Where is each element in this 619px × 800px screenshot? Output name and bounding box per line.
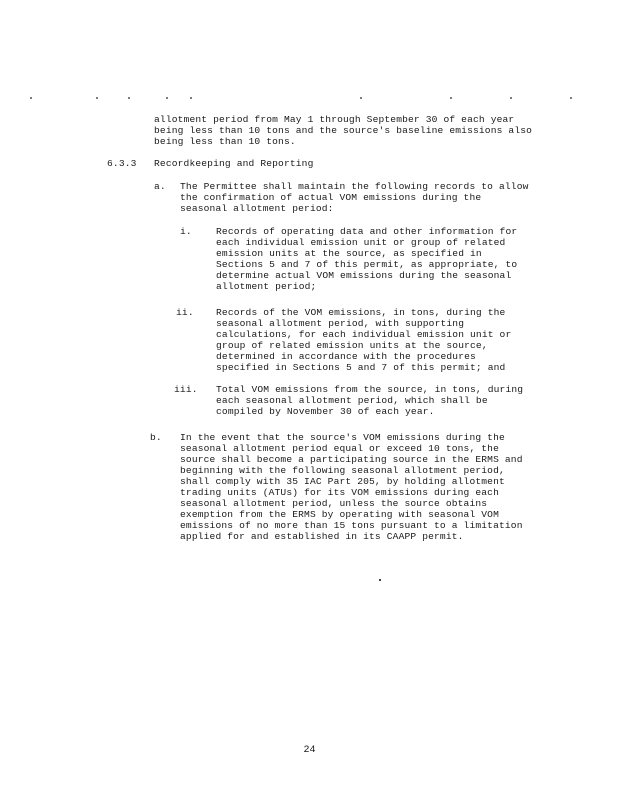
subitem-ii-line: seasonal allotment period, with supporting bbox=[216, 318, 465, 329]
continuation-line: being less than 10 tons. bbox=[154, 136, 296, 147]
item-b-line: shall comply with 35 IAC Part 205, by holding allotment bbox=[180, 476, 505, 487]
section-number: 6.3.3 bbox=[107, 158, 137, 169]
subitem-i-line: each individual emission unit or group of related bbox=[216, 237, 506, 248]
rule-dot bbox=[570, 97, 572, 99]
rule-dot bbox=[360, 97, 362, 99]
item-b-line: applied for and established in its CAAPP permit. bbox=[180, 531, 464, 542]
item-b-line: In the event that the source's VOM emissions during the bbox=[180, 432, 505, 443]
item-b-line: emissions of no more than 15 tons pursuant to a limitation bbox=[180, 520, 523, 531]
subitem-i-line: emission units at the source, as specified in bbox=[216, 248, 482, 259]
item-b-marker: b. bbox=[150, 432, 162, 443]
item-b-line: seasonal allotment period equal or exceed 10 tons, the bbox=[180, 443, 499, 454]
subitem-ii-marker: ii. bbox=[176, 307, 194, 318]
subitem-ii-line: calculations, for each individual emission unit or bbox=[216, 329, 512, 340]
rule-dot bbox=[30, 97, 32, 99]
subitem-iii-marker: iii. bbox=[174, 384, 198, 395]
item-b-line: beginning with the following seasonal allotment period, bbox=[180, 465, 505, 476]
rule-dot bbox=[450, 97, 452, 99]
item-a-line: the confirmation of actual VOM emissions during the bbox=[180, 192, 482, 203]
item-b-line: exemption from the ERMS by operating with seasonal VOM bbox=[180, 509, 499, 520]
continuation-line: allotment period from May 1 through September 30 of each year bbox=[154, 114, 515, 125]
subitem-i-line: Records of operating data and other information for bbox=[216, 226, 518, 237]
item-a-marker: a. bbox=[154, 181, 166, 192]
subitem-ii-line: determined in accordance with the procedures bbox=[216, 351, 476, 362]
subitem-ii-line: specified in Sections 5 and 7 of this permit; and bbox=[216, 362, 506, 373]
item-b-line: seasonal allotment period, unless the source obtains bbox=[180, 498, 488, 509]
item-a-line: The Permittee shall maintain the following records to allow bbox=[180, 181, 529, 192]
subitem-i-line: determine actual VOM emissions during the seasonal bbox=[216, 270, 512, 281]
subitem-i-marker: i. bbox=[180, 226, 192, 237]
rule-dot bbox=[128, 97, 130, 99]
header-dot-rule bbox=[30, 97, 590, 103]
continuation-line: being less than 10 tons and the source's baseline emissions also bbox=[154, 125, 533, 136]
subitem-i-line: allotment period; bbox=[216, 281, 317, 292]
subitem-ii-line: group of related emission units at the source, bbox=[216, 340, 488, 351]
subitem-ii-line: Records of the VOM emissions, in tons, during the bbox=[216, 307, 506, 318]
subitem-i-line: Sections 5 and 7 of this permit, as appropriate, to bbox=[216, 259, 518, 270]
subitem-iii-line: compiled by November 30 of each year. bbox=[216, 406, 435, 417]
item-b-line: source shall become a participating source in the ERMS and bbox=[180, 454, 523, 465]
rule-dot bbox=[166, 97, 168, 99]
item-a-line: seasonal allotment period: bbox=[180, 203, 334, 214]
subitem-iii-line: Total VOM emissions from the source, in tons, during bbox=[216, 384, 524, 395]
page-number: 24 bbox=[303, 745, 316, 756]
subitem-iii-line: each seasonal allotment period, which shall be bbox=[216, 395, 488, 406]
section-title: Recordkeeping and Reporting bbox=[154, 158, 314, 169]
rule-dot bbox=[96, 97, 98, 99]
rule-dot bbox=[510, 97, 512, 99]
scan-speck bbox=[379, 579, 381, 581]
rule-dot bbox=[190, 97, 192, 99]
item-b-line: trading units (ATUs) for its VOM emissions during each bbox=[180, 487, 499, 498]
